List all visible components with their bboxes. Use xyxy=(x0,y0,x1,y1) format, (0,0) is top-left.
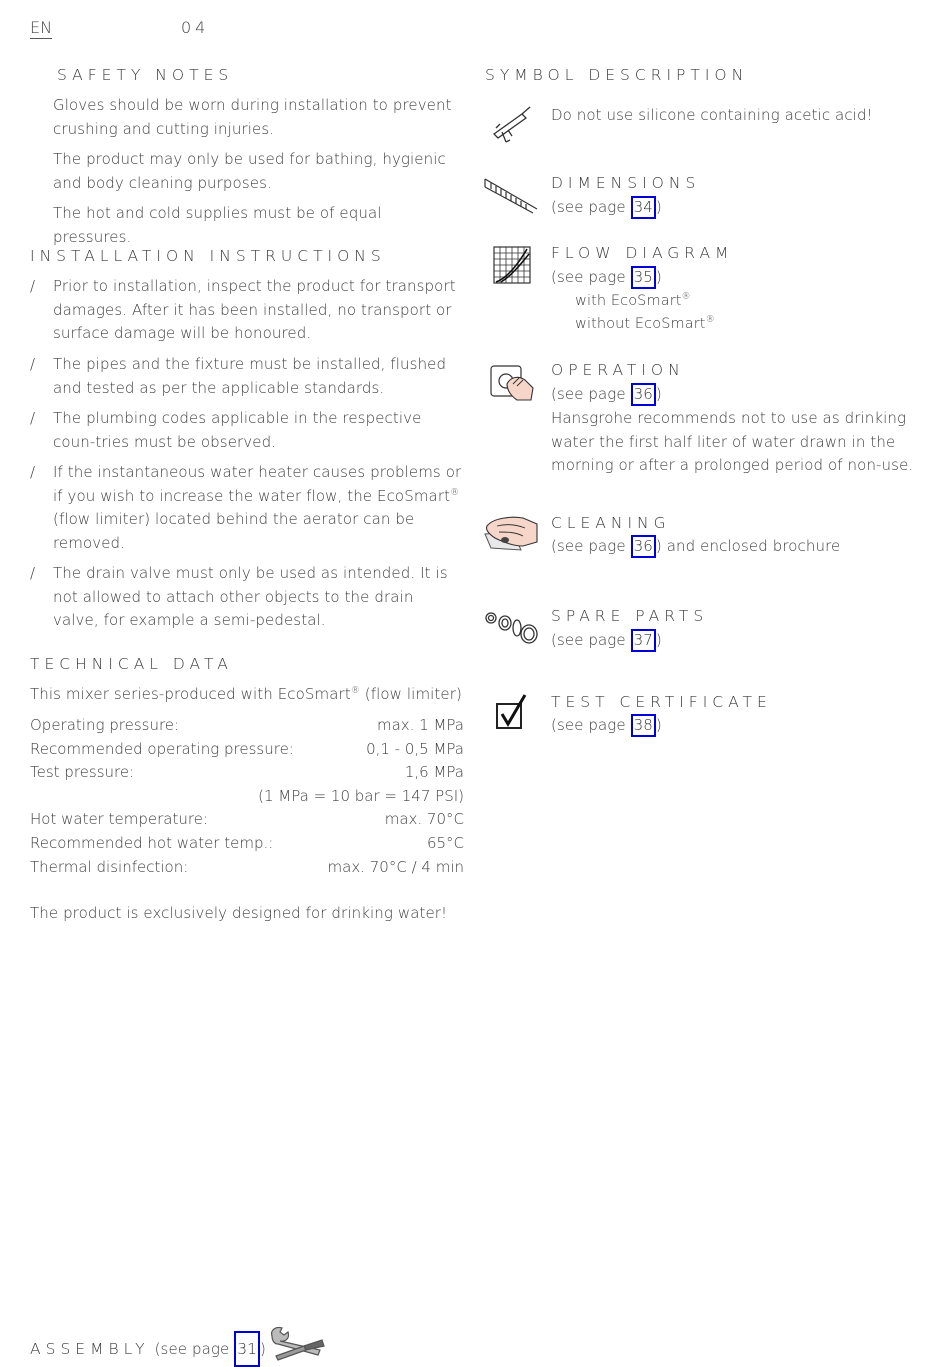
dimensions-heading: DIMENSIONS xyxy=(551,174,701,192)
close-paren: ) xyxy=(260,1340,266,1358)
close-paren: ) xyxy=(655,198,662,216)
cleaning-brochure-text: and enclosed brochure xyxy=(661,537,841,555)
installation-item-text: If the instantaneous water heater causes problems or if you wish to increase the water flow, the EcoSmart® (flow limiter) located behind the aerator can be removed. xyxy=(53,463,462,552)
spec-value: (1 MPa = 10 bar = 147 PSI) xyxy=(258,787,464,805)
spare-parts-page-link[interactable]: 37 xyxy=(631,629,656,652)
safety-note-2: The product may only be used for bathing, hygienic and body cleaning purposes. xyxy=(53,150,446,192)
operation-note: Hansgrohe recommends not to use as drinking water the first half liter of water drawn in the morning or after a prolonged period of non-use. xyxy=(551,409,914,474)
operation-hand-icon xyxy=(489,362,535,402)
assembly-heading: ASSEMBLY xyxy=(30,1340,150,1358)
bullet-mark: / xyxy=(30,463,36,481)
operation-reference xyxy=(551,383,662,407)
page-number: 04 xyxy=(181,18,210,37)
spec-value: max. 70°C / 4 min xyxy=(327,858,464,876)
spec-label: Thermal disinfection: xyxy=(30,858,189,876)
installation-heading: INSTALLATION INSTRUCTIONS xyxy=(30,247,386,265)
spare-parts-heading: SPARE PARTS xyxy=(551,607,709,625)
drinking-water-note: The product is exclusively designed for drinking water! xyxy=(30,904,448,922)
spec-row xyxy=(30,784,464,808)
spec-label: Operating pressure: xyxy=(30,716,180,734)
close-paren: ) xyxy=(655,268,662,286)
wrench-screwdriver-icon xyxy=(268,1324,328,1364)
silicone-warning: Do not use silicone containing acetic acid! xyxy=(551,106,873,124)
spec-label: Recommended hot water temp.: xyxy=(30,834,274,852)
close-paren: ) xyxy=(655,716,662,734)
operation-page-link[interactable]: 36 xyxy=(631,383,656,406)
bullet-mark: / xyxy=(30,564,36,582)
spare-parts-reference xyxy=(551,629,662,653)
cleaning-page-link[interactable]: 36 xyxy=(631,535,656,558)
installation-item-text: The pipes and the fixture must be installed, flushed and tested as per the applicable standards. xyxy=(53,355,447,397)
spec-value: 1,6 MPa xyxy=(404,763,464,781)
assembly-page-link[interactable]: 31 xyxy=(234,1331,260,1367)
silicone-gun-icon xyxy=(488,100,534,146)
spec-value: max. 1 MPa xyxy=(376,716,464,734)
spec-row xyxy=(30,807,464,831)
spec-label: Test pressure: xyxy=(30,763,135,781)
see-page-text: (see page xyxy=(551,631,626,649)
flow-without-ecosmart: without EcoSmart® xyxy=(575,315,715,332)
ruler-icon xyxy=(483,173,539,215)
see-page-text: (see page xyxy=(551,716,626,734)
spec-row xyxy=(30,713,464,737)
see-page-text: (see page xyxy=(551,198,626,216)
spec-row xyxy=(30,855,464,879)
flow-diagram-page-link[interactable]: 35 xyxy=(631,266,656,289)
technical-intro: This mixer series-produced with EcoSmart® (flow limiter) xyxy=(30,685,462,703)
close-paren: ) xyxy=(655,385,662,403)
spec-label: Recommended operating pressure: xyxy=(30,740,294,758)
spec-value: 0,1 - 0,5 MPa xyxy=(366,740,464,758)
spec-row xyxy=(30,737,464,761)
checkbox-icon xyxy=(495,692,529,732)
spec-value: max. 70°C xyxy=(384,810,464,828)
assembly-reference xyxy=(30,1331,266,1367)
dimensions-reference xyxy=(551,196,662,220)
installation-item-text: The drain valve must only be used as intended. It is not allowed to attach other objects to the drain valve, for example a semi-pedestal. xyxy=(53,564,448,629)
flow-diagram-icon xyxy=(493,246,531,284)
safety-note-3: The hot and cold supplies must be of equal pressures. xyxy=(53,204,382,246)
language-code: EN xyxy=(30,18,53,37)
safety-notes-heading: SAFETY NOTES xyxy=(57,66,234,84)
flow-diagram-reference xyxy=(551,266,662,290)
safety-note-1: Gloves should be worn during installation to prevent crushing and cutting injuries. xyxy=(53,96,452,138)
technical-data-heading: TECHNICAL DATA xyxy=(30,655,233,673)
spec-row xyxy=(30,831,464,855)
see-page-text: (see page xyxy=(551,537,626,555)
spare-parts-icon xyxy=(483,607,541,647)
cleaning-heading: CLEANING xyxy=(551,514,671,532)
close-paren: ) xyxy=(655,537,662,555)
installation-item-text: Prior to installation, inspect the product for transport damages. After it has been installed, no transport or surface damage will be honoured. xyxy=(53,277,456,342)
bullet-mark: / xyxy=(30,277,36,295)
see-page-text: (see page xyxy=(154,1340,230,1358)
spec-row xyxy=(30,760,464,784)
test-certificate-reference xyxy=(551,714,662,738)
test-certificate-page-link[interactable]: 38 xyxy=(631,714,656,737)
test-certificate-heading: TEST CERTIFICATE xyxy=(551,693,772,711)
cleaning-reference xyxy=(551,535,840,559)
see-page-text: (see page xyxy=(551,385,626,403)
operation-heading: OPERATION xyxy=(551,361,685,379)
flow-with-ecosmart: with EcoSmart® xyxy=(575,292,691,309)
bullet-mark: / xyxy=(30,409,36,427)
installation-item-text: The plumbing codes applicable in the respective coun-tries must be observed. xyxy=(53,409,422,451)
spec-label: Hot water temperature: xyxy=(30,810,208,828)
cleaning-hand-icon xyxy=(483,512,539,552)
bullet-mark: / xyxy=(30,355,36,373)
dimensions-page-link[interactable]: 34 xyxy=(631,196,656,219)
flow-diagram-heading: FLOW DIAGRAM xyxy=(551,244,734,262)
symbol-description-heading: SYMBOL DESCRIPTION xyxy=(485,66,749,84)
see-page-text: (see page xyxy=(551,268,626,286)
spec-value: 65°C xyxy=(426,834,464,852)
close-paren: ) xyxy=(655,631,662,649)
